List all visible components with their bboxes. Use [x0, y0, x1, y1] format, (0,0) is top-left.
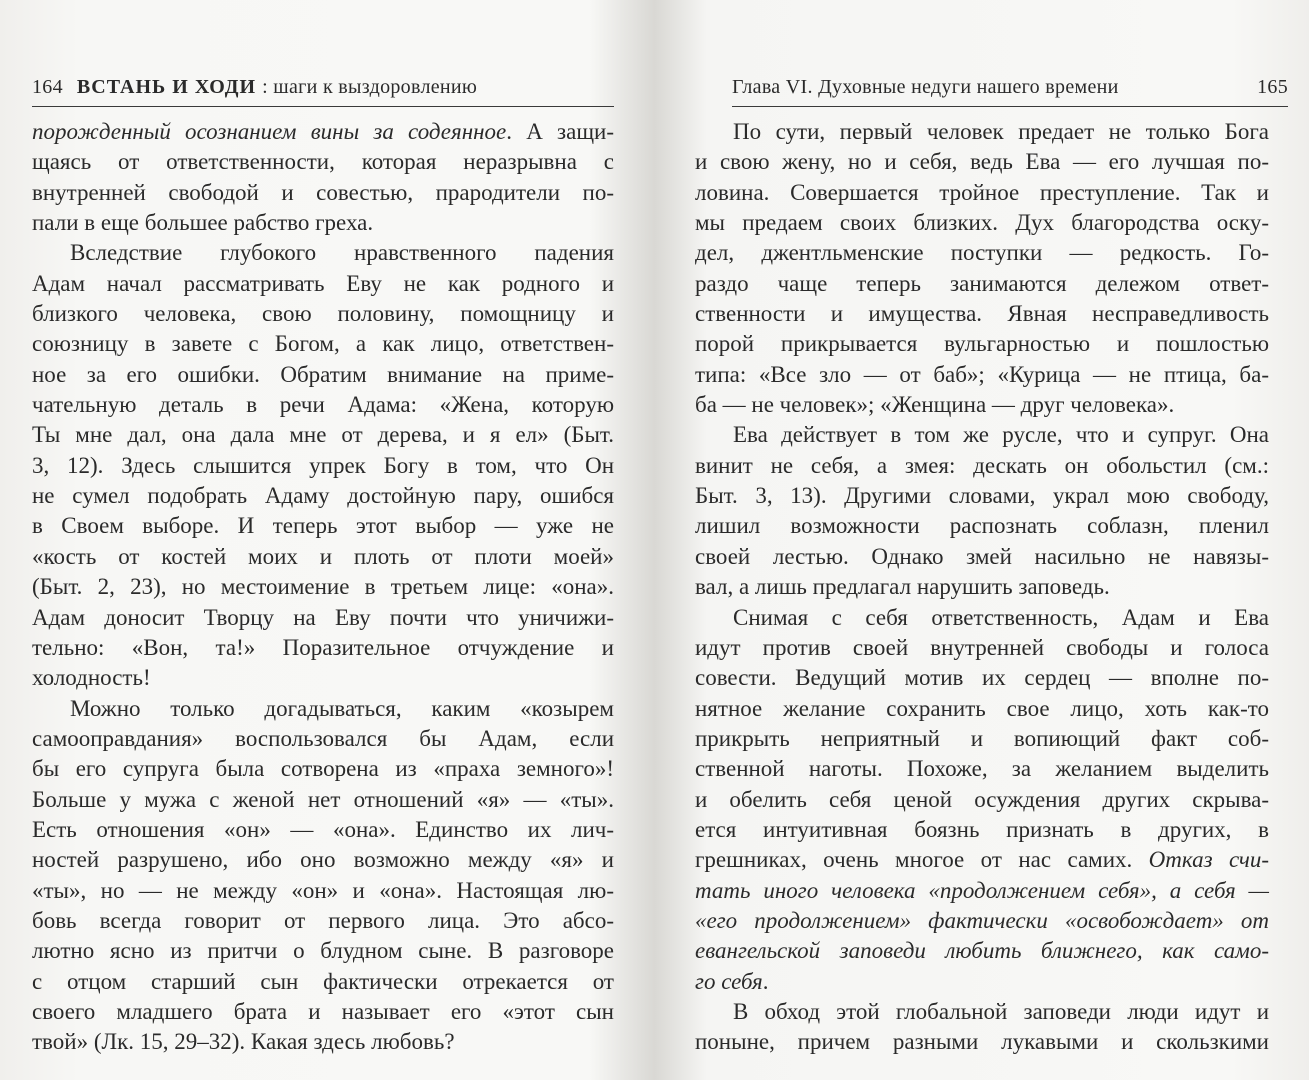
text-line: [695, 694, 1269, 724]
plain-span: ственности и имущества. Явная несправедливость: [695, 301, 1269, 327]
plain-span: и свою жену, но и себя, ведь Ева — его лучшая по-: [695, 149, 1269, 175]
plain-span: ловина. Совершается тройное преступление. Так и: [695, 179, 1269, 205]
italic-span: го себя: [695, 968, 763, 994]
text-line: [32, 390, 614, 420]
plain-span: тельно: «Вон, та!» Поразительное отчуждение и: [32, 634, 614, 660]
text-line: [32, 845, 614, 875]
plain-span: Больше у мужа с женой нет отношений «я» — «ты».: [32, 786, 614, 812]
right-page-header: [732, 76, 1288, 107]
plain-span: (Быт. 2, 23), но местоимение в третьем лице: «она».: [32, 574, 614, 600]
text-line: [695, 603, 1269, 633]
plain-span: ется интуитивная боязнь признать в других, в: [695, 816, 1269, 842]
plain-span: и обелить себя ценой осуждения других скрыва-: [695, 786, 1269, 812]
plain-span: ственной наготы. Похоже, за желанием выделить: [695, 756, 1269, 782]
plain-span: лишил возможности распознать соблазн, пленил: [695, 513, 1269, 539]
text-line: [32, 1027, 614, 1057]
plain-span: По сути, первый человек предает не только Бога: [733, 119, 1269, 144]
left-header-title: ВСТАНЬ И ХОДИ: [76, 76, 257, 98]
plain-span: бовь всегда говорит от первого лица. Это абсо-: [32, 907, 614, 933]
plain-span: щаясь от ответственности, которая неразрывна с: [32, 149, 614, 175]
text-line: [32, 603, 614, 633]
plain-span: идут против своей внутренней свободы и голоса: [695, 634, 1269, 660]
text-line: [32, 511, 614, 541]
text-line: [32, 451, 614, 481]
plain-span: прикрыть неприятный и вопиющий факт соб-: [695, 725, 1269, 751]
text-line: [32, 360, 614, 390]
plain-span: нятное желание сохранить свое лицо, хоть как-то: [695, 695, 1269, 721]
plain-span: Снимая с себя ответственность, Адам и Ева: [733, 604, 1269, 630]
plain-span: самооправдания» воспользовался бы Адам, если: [32, 725, 614, 751]
plain-span: внутренней свободой и совестью, прародители по-: [32, 179, 614, 205]
text-line: [32, 694, 614, 724]
text-line: [695, 420, 1269, 450]
text-line: [32, 269, 614, 299]
plain-span: типа: «Все зло — от баб»; «Курица — не птица, ба-: [695, 361, 1269, 387]
plain-span: мы предаем своих близких. Дух благородства оску-: [695, 210, 1269, 236]
text-line: [695, 238, 1269, 268]
text-line: [32, 329, 614, 359]
text-line: [32, 997, 614, 1027]
text-line: [695, 117, 1269, 147]
text-line: [32, 876, 614, 906]
text-line: [695, 876, 1269, 906]
plain-span: чательную деталь в речи Адама: «Жена, которую: [32, 392, 614, 418]
text-line: [695, 663, 1269, 693]
text-line: [695, 754, 1269, 784]
left-page-number: 164: [32, 76, 63, 98]
text-line: [695, 269, 1269, 299]
text-line: [32, 481, 614, 511]
text-line: [32, 815, 614, 845]
text-line: [32, 724, 614, 754]
left-page-body: [32, 117, 614, 1058]
text-line: [32, 967, 614, 997]
text-line: [32, 208, 614, 238]
plain-span: не сумел подобрать Адаму достойную пару, ошибся: [32, 483, 614, 509]
plain-span: пали в еще большее рабство греха.: [32, 210, 374, 236]
plain-span: Вследствие глубокого нравственного падения: [70, 240, 614, 266]
plain-span: союзницу в завете с Богом, а как лицо, ответствен-: [32, 331, 614, 357]
text-line: [695, 906, 1269, 936]
text-line: [32, 633, 614, 663]
plain-span: винит не себя, а змея: дескать он обольстил (см.:: [695, 452, 1269, 478]
text-line: [695, 511, 1269, 541]
text-line: [695, 299, 1269, 329]
plain-span: твой» (Лк. 15, 29–32). Какая здесь любовь?: [32, 1029, 455, 1055]
plain-span: вал, а лишь предлагал нарушить заповедь.: [695, 574, 1110, 600]
text-line: [695, 724, 1269, 754]
plain-span: Адам доносит Творцу на Еву почти что уничижи-: [32, 604, 614, 630]
text-line: [695, 542, 1269, 572]
italic-span: порожденный осознанием вины за содеянное: [32, 119, 507, 144]
plain-span: дел, джентльменские поступки — редкость. Го-: [695, 240, 1269, 266]
text-line: [695, 147, 1269, 177]
text-line: [695, 572, 1269, 602]
plain-span: совести. Ведущий мотив их сердец — вполне по-: [695, 665, 1269, 691]
right-page-body: [695, 117, 1269, 1058]
text-line: [695, 967, 1269, 997]
plain-span: своей лестью. Однако змей насильно не навязы-: [695, 543, 1269, 569]
plain-span: .: [762, 968, 769, 994]
text-line: [32, 238, 614, 268]
plain-span: поныне, причем разными лукавыми и скользкими: [695, 1029, 1269, 1055]
right-page-number: 165: [1257, 76, 1288, 98]
text-line: [695, 329, 1269, 359]
text-line: [695, 208, 1269, 238]
text-line: [695, 481, 1269, 511]
left-page-header: [32, 76, 614, 107]
right-header-title: Глава VI. Духовные недуги нашего времени: [732, 76, 1119, 98]
plain-span: Быт. 3, 13). Другими словами, украл мою свободу,: [695, 483, 1269, 509]
text-line: [32, 785, 614, 815]
text-line: [32, 663, 614, 693]
plain-span: порой прикрывается вульгарностью и пошлостью: [695, 331, 1269, 357]
plain-span: с отцом старший сын фактически отрекается от: [32, 968, 614, 994]
text-line: [695, 178, 1269, 208]
text-line: [32, 299, 614, 329]
plain-span: холодность!: [32, 665, 151, 691]
text-line: [695, 936, 1269, 966]
plain-span: лютно ясно из притчи о блудном сыне. В разговоре: [32, 938, 614, 964]
plain-span: своего младшего брата и называет его «этот сын: [32, 998, 614, 1024]
plain-span: грешниках, очень многое от нас самих.: [695, 847, 1149, 873]
italic-span: евангельской заповеди любить ближнего, как само-: [695, 938, 1269, 964]
plain-span: «кость от костей моих и плоть от плоти моей»: [32, 543, 614, 569]
plain-span: ное за его ошибки. Обратим внимание на приме-: [32, 361, 614, 387]
text-line: [695, 845, 1269, 875]
text-line: [32, 147, 614, 177]
text-line: [32, 178, 614, 208]
plain-span: Адам начал рассматривать Еву не как родного и: [32, 270, 614, 296]
text-line: [32, 936, 614, 966]
text-line: [32, 572, 614, 602]
italic-span: «его продолжением» фактически «освобождает» от: [695, 907, 1269, 933]
plain-span: В обход этой глобальной заповеди люди идут и: [733, 998, 1269, 1024]
text-line: [32, 754, 614, 784]
plain-span: бы его супруга была сотворена из «праха земного»!: [32, 756, 614, 782]
text-line: [32, 117, 614, 147]
text-line: [695, 785, 1269, 815]
text-line: [32, 906, 614, 936]
plain-span: «ты», но — не между «он» и «она». Настоящая лю-: [32, 877, 614, 903]
plain-span: в Своем выборе. И теперь этот выбор — уже не: [32, 513, 614, 539]
text-line: [695, 390, 1269, 420]
text-line: [695, 1027, 1269, 1057]
italic-span: Отказ счи-: [1148, 847, 1269, 873]
italic-span: тать иного человека «продолжением себя», а себя —: [695, 877, 1269, 903]
plain-span: . А защи-: [506, 119, 614, 144]
text-line: [32, 420, 614, 450]
text-line: [32, 542, 614, 572]
plain-span: близкого человека, свою половину, помощницу и: [32, 301, 614, 327]
text-line: [695, 451, 1269, 481]
plain-span: 3, 12). Здесь слышится упрек Богу в том, что Он: [32, 452, 614, 478]
text-line: [695, 360, 1269, 390]
plain-span: Ты мне дал, она дала мне от дерева, и я ел» (Быт.: [32, 422, 614, 448]
text-line: [695, 997, 1269, 1027]
plain-span: Есть отношения «он» — «она». Единство их лич-: [32, 816, 614, 842]
text-line: [695, 633, 1269, 663]
left-header-subtitle: : шаги к выздоровлению: [262, 76, 478, 98]
text-line: [695, 815, 1269, 845]
plain-span: Можно только догадываться, каким «козырем: [70, 695, 614, 721]
plain-span: ностей разрушено, ибо оно возможно между «я» и: [32, 847, 614, 873]
plain-span: ба — не человек»; «Женщина — друг человека».: [695, 392, 1175, 418]
plain-span: Ева действует в том же русле, что и супруг. Она: [733, 422, 1269, 448]
plain-span: раздо чаще теперь занимаются дележом ответ-: [695, 270, 1269, 296]
